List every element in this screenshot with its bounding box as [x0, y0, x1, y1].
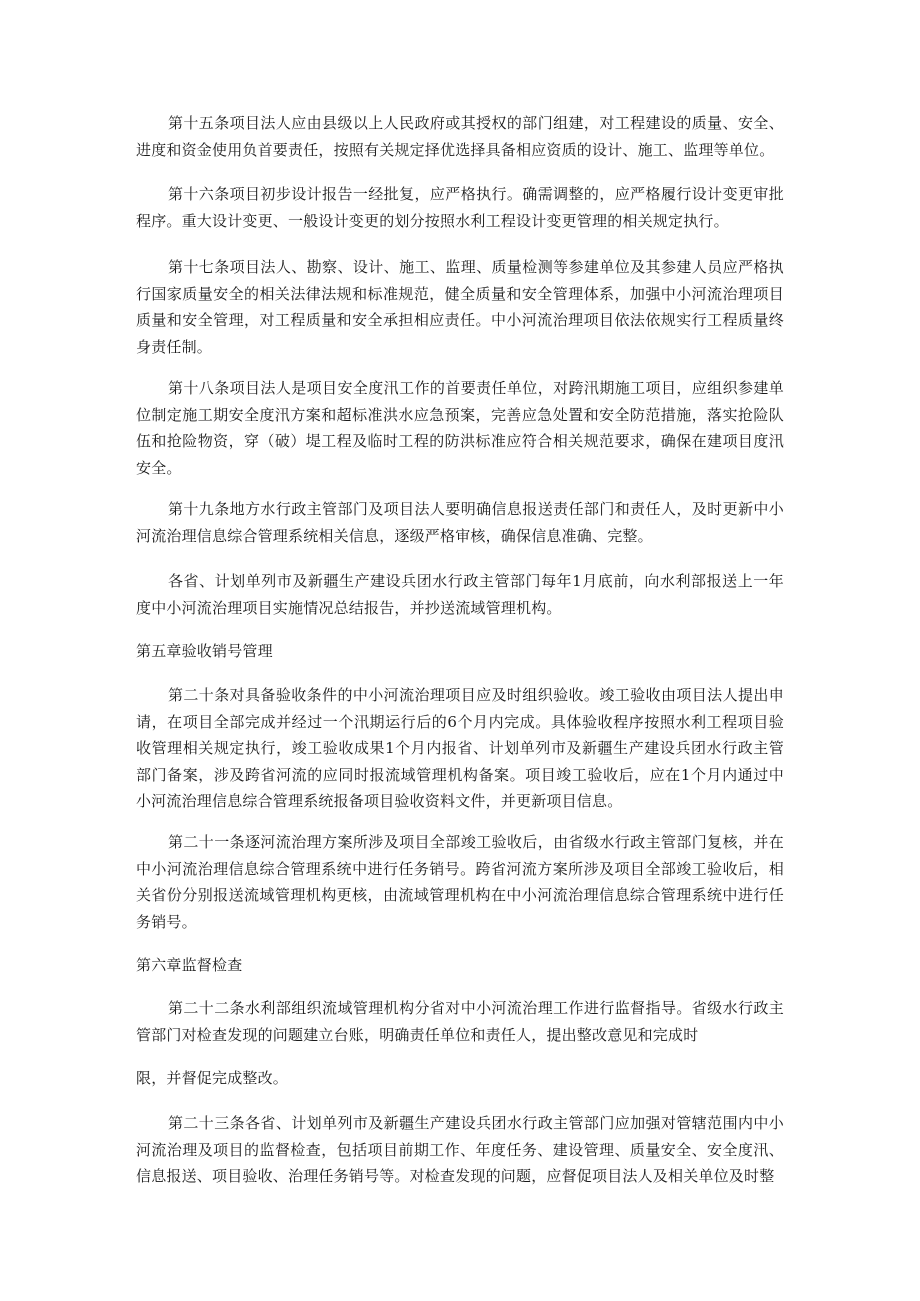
article-22-continuation: 限，并督促完成整改。 [136, 1069, 289, 1087]
article-19-paragraph: 第十九条地方水行政主管部门及项目法人要明确信息报送责任部门和责任人，及时更新中小河流治理信息综合管理系统相关信息，逐级严格审核，确保信息准确、完整。 [136, 500, 784, 545]
article-16-paragraph: 第十六条项目初步设计报告一经批复，应严格执行。确需调整的，应严格履行设计变更审批程序。重大设计变更、一般设计变更的划分按照水利工程设计变更管理的相关规定执行。 [136, 185, 784, 230]
annual-report-paragraph: 各省、计划单列市及新疆生产建设兵团水行政主管部门每年1月底前，向水利部报送上一年度中小河流治理项目实施情况总结报告，并抄送流域管理机构。 [136, 572, 784, 617]
chapter-6-heading: 第六章监督检查 [136, 956, 243, 974]
article-20-paragraph: 第二十条对具备验收条件的中小河流治理项目应及时组织验收。竣工验收由项目法人提出申请，在项目全部完成并经过一个汛期运行后的6个月内完成。具体验收程序按照水利工程项目验收管理相关规定执行，竣工验收成果1个月内报省、计划单列市及新疆生产建设兵团水行政主管部门备案，涉及跨省河流的应同时报流域管理机构备案。项目竣工验收后，应在1个月内通过中小河流治理信息综合管理系统报备项目验收资料文件，并更新项目信息。 [136, 686, 784, 810]
article-22-paragraph: 第二十二条水利部组织流域管理机构分省对中小河流治理工作进行监督指导。省级水行政主管部门对检查发现的问题建立台账，明确责任单位和责任人，提出整改意见和完成时 [136, 999, 784, 1044]
article-18-paragraph: 第十八条项目法人是项目安全度汛工作的首要责任单位，对跨汛期施工项目，应组织参建单位制定施工期安全度汛方案和超标准洪水应急预案，完善应急处置和安全防范措施，落实抢险队伍和抢险物资，穿（破）堤工程及临时工程的防洪标准应符合相关规范要求，确保在建项目度汛安全。 [136, 379, 784, 477]
article-21-paragraph: 第二十一条逐河流治理方案所涉及项目全部竣工验收后，由省级水行政主管部门复核，并在中小河流治理信息综合管理系统中进行任务销号。跨省河流方案所涉及项目全部竣工验收后，相关省份分别报送流域管理机构更核，由流域管理机构在中小河流治理信息综合管理系统中进行任务销号。 [136, 833, 784, 931]
article-23-paragraph: 第二十三条各省、计划单列市及新疆生产建设兵团水行政主管部门应加强对管辖范围内中小河流治理及项目的监督检查，包括项目前期工作、年度任务、建设管理、质量安全、安全度汛、信息报送、项目验收、治理任务销号等。对检查发现的问题，应督促项目法人及相关单位及时整 [136, 1114, 784, 1185]
article-15-paragraph: 第十五条项目法人应由县级以上人民政府或其授权的部门组建，对工程建设的质量、安全、进度和资金使用负首要责任，按照有关规定择优选择具备相应资质的设计、施工、监理等单位。 [136, 114, 784, 159]
chapter-5-heading: 第五章验收销号管理 [136, 642, 273, 660]
article-17-paragraph: 第十七条项目法人、勘察、设计、施工、监理、质量检测等参建单位及其参建人员应严格执行国家质量安全的相关法律法规和标准规范，健全质量和安全管理体系，加强中小河流治理项目质量和安全管理，对工程质量和安全承担相应责任。中小河流治理项目依法依规实行工程质量终身责任制。 [136, 258, 784, 356]
